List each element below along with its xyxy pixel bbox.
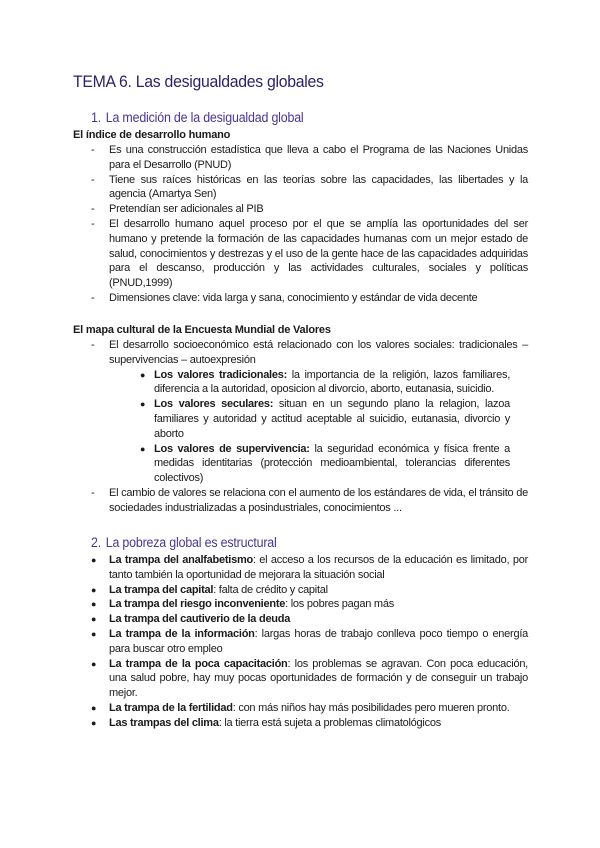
page-title: TEMA 6. Las desigualdades globales [73,72,324,91]
list-item: ● Las trampas del clima: la tierra está sujeta a problemas climatológicos [91,716,441,729]
section-1-number: 1. [91,110,101,125]
valor-item: ● Los valores tradicionales: la importancia de la religión, lazos familiares, diferencia a la autoridad, oposicion al divorcio, aborto, eutanasia, suicidio. [140,368,510,396]
mapa-cultural-list [91,338,528,516]
list-item: ● La trampa del capital: falta de crédito y capital [91,583,328,596]
list-item: - Pretendían ser adicionales al PIB [91,203,264,216]
list-item: - El desarrollo humano aquel proceso por el que se amplía las oportunidades del ser humano y pretende la formación de las capacidades humanas com un mejor estado de salud, conocimientos y destrezas y el uso de la gente hace de las capacidades adquiridas para el descanso, producción y las actividades culturales, sociales y políticas (PNUD,1999) [91,217,528,290]
list-item: ● La trampa de la fertilidad: con más niños hay más posibilidades pero mueren pronto. [91,701,510,714]
list-item: ● La trampa del cautiverio de la deuda [91,613,291,626]
section-1-heading [91,111,303,126]
section-2-number: 2. [91,535,101,550]
pobreza-list [91,553,528,731]
list-item: - Es una construcción estadística que lleva a cabo el Programa de las Naciones Unidas para el Desarrollo (PNUD) [91,144,528,171]
valores-sublist-container [91,368,528,486]
bullet-marker: ● [91,717,97,728]
subheading-idh: El índice de desarrollo humano [73,129,231,141]
bullet-marker: ● [91,555,97,565]
dash-marker: - [91,173,95,186]
list-item: - Dimensiones clave: vida larga y sana, conocimiento y estándar de vida decente [91,291,478,304]
bullet-marker: ● [91,658,97,669]
bullet-marker: ● [91,614,97,625]
section-2-heading [91,536,277,551]
list-item: ● La trampa de la poca capacitación: los problemas se agravan. Con poca educación, una salud pobre, hay muy pocas oportunidades de formación y de conseguir un trabajo mejor. [91,657,528,700]
dash-marker: - [91,291,95,304]
bullet-marker: ● [91,584,97,595]
list-item: ● La trampa de la información: largas horas de trabajo conlleva poco tiempo o energía para buscar otro empleo [91,627,528,655]
valor-item: ● Los valores de supervivencia: la seguridad económica y física frente a medidas identitarias (protección medioambiental, tolerancias diferentes colectivos) [140,442,510,485]
subheading-mapa-cultural: El mapa cultural de la Encuesta Mundial de Valores [73,324,331,336]
valores-list [140,368,510,486]
bullet-marker: ● [91,599,97,610]
list-item: ● La trampa del analfabetismo: el acceso a los recursos de la educación es limitado, por tanto también la oportunidad de mejorara la situación social [91,554,528,581]
bullet-marker: ● [91,628,97,639]
list-item: - El cambio de valores se relaciona con el aumento de los estándares de vida, el tránsito de sociedades industrializadas a posindustriales, conocimientos ... [91,486,528,514]
section-2-heading-text: La pobreza global es estructural [105,535,277,550]
dash-marker: - [91,203,95,216]
valor-item: ● Los valores seculares: situan en un segundo plano la relagion, lazoa familiares y autoridad y actitud aceptable al suicidio, eutanasia, divorcio y aborto [140,398,510,440]
dash-marker: - [91,486,95,499]
dash-marker: - [91,339,95,351]
bullet-marker: ● [91,702,97,713]
bullet-marker: ● [140,443,146,454]
list-item: - Tiene sus raíces históricas en las teorías sobre las capacidades, las libertades y la agencia (Amartya Sen) [91,173,528,201]
bullet-marker: ● [140,399,146,410]
dash-marker: - [91,217,95,230]
list-item: - El desarrollo socioeconómico está relacionado con los valores sociales: tradicionales – supervivencias – autoexpresión [91,339,528,366]
bullet-marker: ● [140,369,146,380]
section-1-heading-text: La medición de la desigualdad global [105,110,304,125]
dash-marker: - [91,144,95,156]
idh-list [91,143,528,306]
list-item: ● La trampa del riesgo inconveniente: los pobres pagan más [91,598,394,611]
